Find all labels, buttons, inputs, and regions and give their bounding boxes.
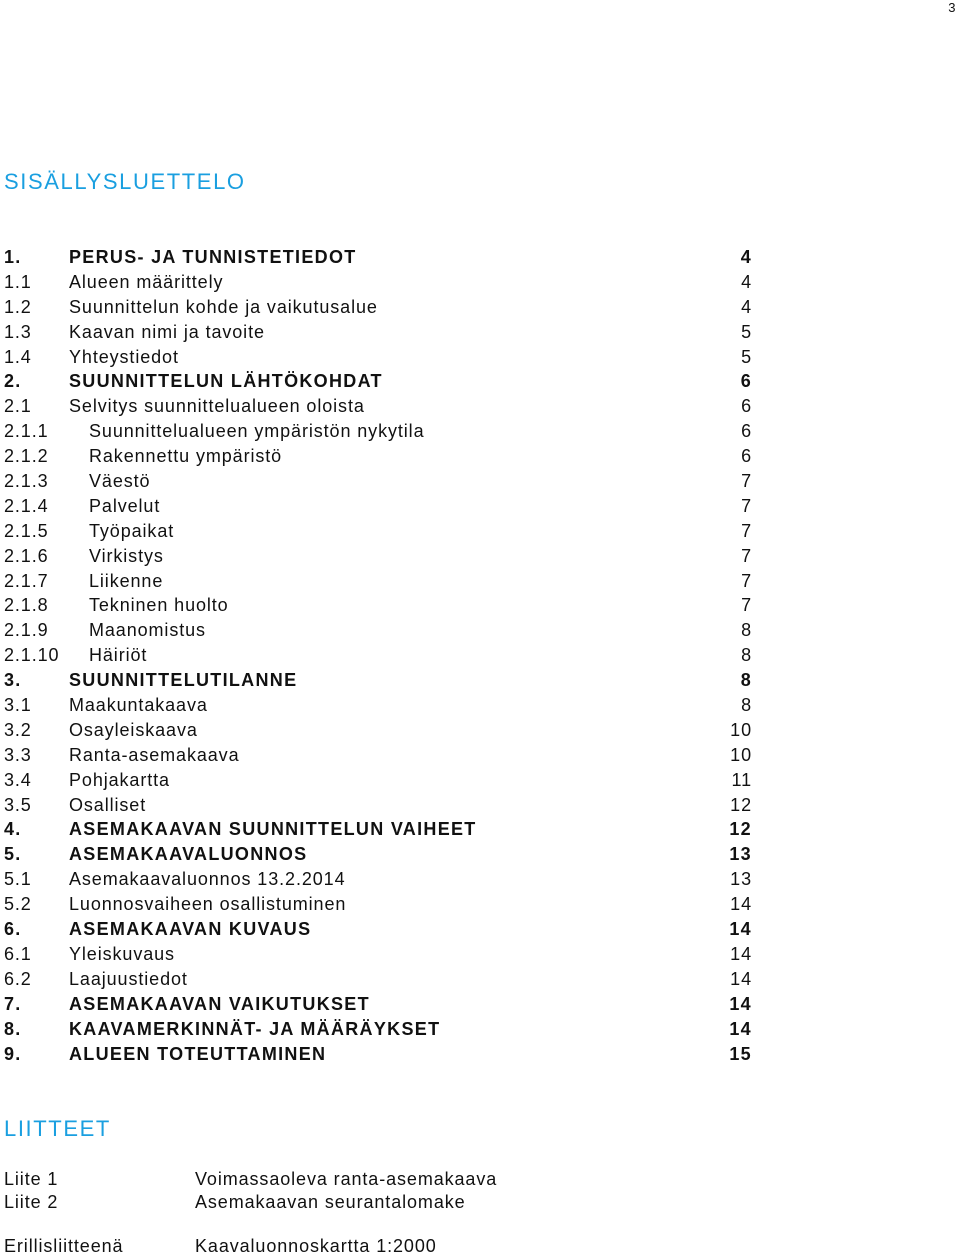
toc-entry-title: SUUNNITTELUN LÄHTÖKOHDAT [69,371,383,392]
toc-entry-title: Maakuntakaava [69,695,208,716]
toc-entry-number: 5. [4,844,22,865]
toc-entry-page: 10 [730,744,752,765]
toc-entry [4,892,756,917]
toc-entry [4,867,756,892]
toc-entry [4,793,756,818]
toc-entry-number: 2.1.2 [4,446,49,467]
toc-entry-page: 12 [730,794,752,815]
toc-entry-title: Selvitys suunnittelualueen oloista [69,396,365,417]
toc-entry-page: 6 [741,446,752,467]
toc-entry [4,693,756,718]
toc-entry-title: Alueen määrittely [69,271,224,292]
toc-entry-title: Kaavan nimi ja tavoite [69,321,265,342]
appendix-title: Asemakaavan seurantalomake [195,1192,466,1212]
toc-entry [4,419,756,444]
toc-entry [4,1017,756,1042]
toc-entry-number: 2.1.3 [4,471,49,492]
toc-entry [4,718,756,743]
toc-entry-number: 2.1.10 [4,645,60,666]
toc-entry-page: 7 [741,520,752,541]
toc-entry-title: SUUNNITTELUTILANNE [69,670,298,691]
toc-entry [4,643,756,668]
toc-entry-number: 7. [4,993,22,1014]
appendix-label: Erillisliitteenä [4,1236,124,1256]
toc-entry-title: Virkistys [89,545,164,566]
toc-entry-page: 14 [729,993,752,1014]
toc-entry-page: 7 [741,570,752,591]
toc-entry-page: 8 [741,695,752,716]
toc-entry-title: Laajuustiedot [69,968,188,989]
appendix-title: Kaavaluonnoskartta 1:2000 [195,1236,437,1256]
toc-entry-title: Tekninen huolto [89,595,229,616]
toc-entry-number: 8. [4,1018,22,1039]
toc-entry-title: Pohjakartta [69,769,170,790]
toc-entry-title: ASEMAKAAVAN KUVAUS [69,919,312,940]
toc-entry-title: Rakennettu ympäristö [89,446,283,467]
toc-entry-title: ASEMAKAAVALUONNOS [69,844,308,865]
toc-entry [4,320,756,345]
toc-entry-title: Ranta-asemakaava [69,744,240,765]
toc-entry [4,270,756,295]
toc-entry-title: Luonnosvaiheen osallistuminen [69,894,347,915]
toc-entry-page: 7 [741,545,752,566]
toc-entry-title: Väestö [89,471,151,492]
toc-entry-title: PERUS- JA TUNNISTETIEDOT [69,247,357,267]
appendix-label: Liite 1 [4,1169,59,1189]
toc-entry [4,992,756,1017]
toc-entry-number: 3.4 [4,769,32,790]
toc-entry-number: 2. [4,371,22,392]
toc-entry-title: Suunnittelun kohde ja vaikutusalue [69,296,378,317]
toc-entry-number: 9. [4,1043,22,1064]
toc-entry [4,817,756,842]
toc-entry-page: 4 [741,271,752,292]
toc-entry [4,394,756,419]
toc-entry-title: Maanomistus [89,620,206,641]
toc-entry-number: 2.1.9 [4,620,49,641]
toc-entry-number: 1.3 [4,321,32,342]
toc-entry [4,519,756,544]
toc-entry-number: 6.1 [4,943,32,964]
toc-entry-title: ASEMAKAAVAN VAIKUTUKSET [69,993,370,1014]
toc-entry-number: 3.1 [4,695,32,716]
toc-entry [4,494,756,519]
toc-entry-number: 6.2 [4,968,32,989]
toc-entry-page: 6 [741,421,752,442]
toc-entry-number: 3.2 [4,719,32,740]
toc-entry-number: 5.2 [4,894,32,915]
toc-entry-page: 14 [730,968,752,989]
toc-entry [4,469,756,494]
toc-entry [4,444,756,469]
appendix-label: Liite 2 [4,1192,59,1212]
toc-entry [4,544,756,569]
toc-entry-number: 2.1.5 [4,520,49,541]
toc-entry-number: 1.1 [4,271,32,292]
toc-entry-number: 3. [4,670,22,691]
toc-entry [4,1042,756,1067]
toc-entry-title: Yhteystiedot [69,346,179,367]
toc-entry-title: Yleiskuvaus [69,943,175,964]
toc-entry-page: 14 [729,1018,752,1039]
toc-entry-title: Osalliset [69,794,147,815]
toc-entry [4,295,756,320]
toc-entry-page: 15 [729,1043,752,1064]
toc-entry-page: 8 [741,620,752,641]
toc-entry-page: 8 [741,645,752,666]
toc-entry-page: 7 [741,495,752,516]
toc-entry-number: 2.1.4 [4,495,49,516]
toc-entry-title: Häiriöt [89,645,148,666]
toc-entry [4,369,756,394]
toc-entry-title: Suunnittelualueen ympäristön nykytila [89,421,425,442]
toc-entry [4,842,756,867]
toc-entry-number: 3.3 [4,744,32,765]
toc-entry-title: Osayleiskaava [69,719,198,740]
toc-entry-page: 14 [729,919,752,940]
toc-entry [4,245,756,270]
toc-entry-page: 5 [741,346,752,367]
toc-entry-page: 5 [741,321,752,342]
toc-entry-title: ASEMAKAAVAN SUUNNITTELUN VAIHEET [69,819,477,840]
toc-entry-number: 2.1.1 [4,421,49,442]
toc-heading: SISÄLLYSLUETTELO [4,169,246,194]
toc-entry-title: KAAVAMERKINNÄT- JA MÄÄRÄYKSET [69,1018,441,1039]
toc-entry-page: 14 [730,894,752,915]
toc-entry-title: Palvelut [89,495,161,516]
toc-entry-number: 2.1 [4,396,32,417]
toc-entry-number: 2.1.6 [4,545,49,566]
table-of-contents [4,245,756,1066]
toc-entry-number: 6. [4,919,22,940]
page-number: 3 [948,0,956,15]
toc-entry-page: 13 [729,844,752,865]
appendix-title: Voimassaoleva ranta-asemakaava [195,1169,498,1189]
toc-entry-number: 2.1.8 [4,595,49,616]
toc-entry [4,967,756,992]
toc-entry-page: 7 [741,595,752,616]
toc-entry-page: 10 [730,719,752,740]
toc-entry-page: 14 [730,943,752,964]
toc-entry-page: 8 [740,670,752,691]
toc-entry-page: 4 [741,296,752,317]
toc-entry-title: ALUEEN TOTEUTTAMINEN [69,1043,327,1064]
toc-entry-number: 5.1 [4,869,32,890]
toc-entry-number: 1. [4,247,22,267]
toc-entry-number: 1.2 [4,296,32,317]
toc-entry-page: 4 [740,247,752,267]
toc-entry-page: 11 [731,769,752,790]
toc-entry-number: 3.5 [4,794,32,815]
toc-entry-number: 1.4 [4,346,32,367]
toc-entry-page: 13 [730,869,752,890]
toc-entry [4,569,756,594]
toc-entry-title: Liikenne [89,570,164,591]
toc-entry [4,668,756,693]
toc-entry [4,743,756,768]
toc-entry-title: Työpaikat [89,520,175,541]
toc-entry-title: Asemakaavaluonnos 13.2.2014 [69,869,346,890]
toc-entry-number: 4. [4,819,22,840]
toc-entry [4,942,756,967]
toc-entry-page: 6 [740,371,752,392]
toc-entry [4,917,756,942]
toc-entry-page: 6 [741,396,752,417]
toc-entry [4,768,756,793]
appendices-heading: LIITTEET [4,1116,111,1141]
toc-entry-page: 7 [741,471,752,492]
toc-entry-number: 2.1.7 [4,570,49,591]
toc-entry [4,593,756,618]
toc-entry [4,345,756,370]
toc-entry-page: 12 [729,819,752,840]
toc-entry [4,618,756,643]
